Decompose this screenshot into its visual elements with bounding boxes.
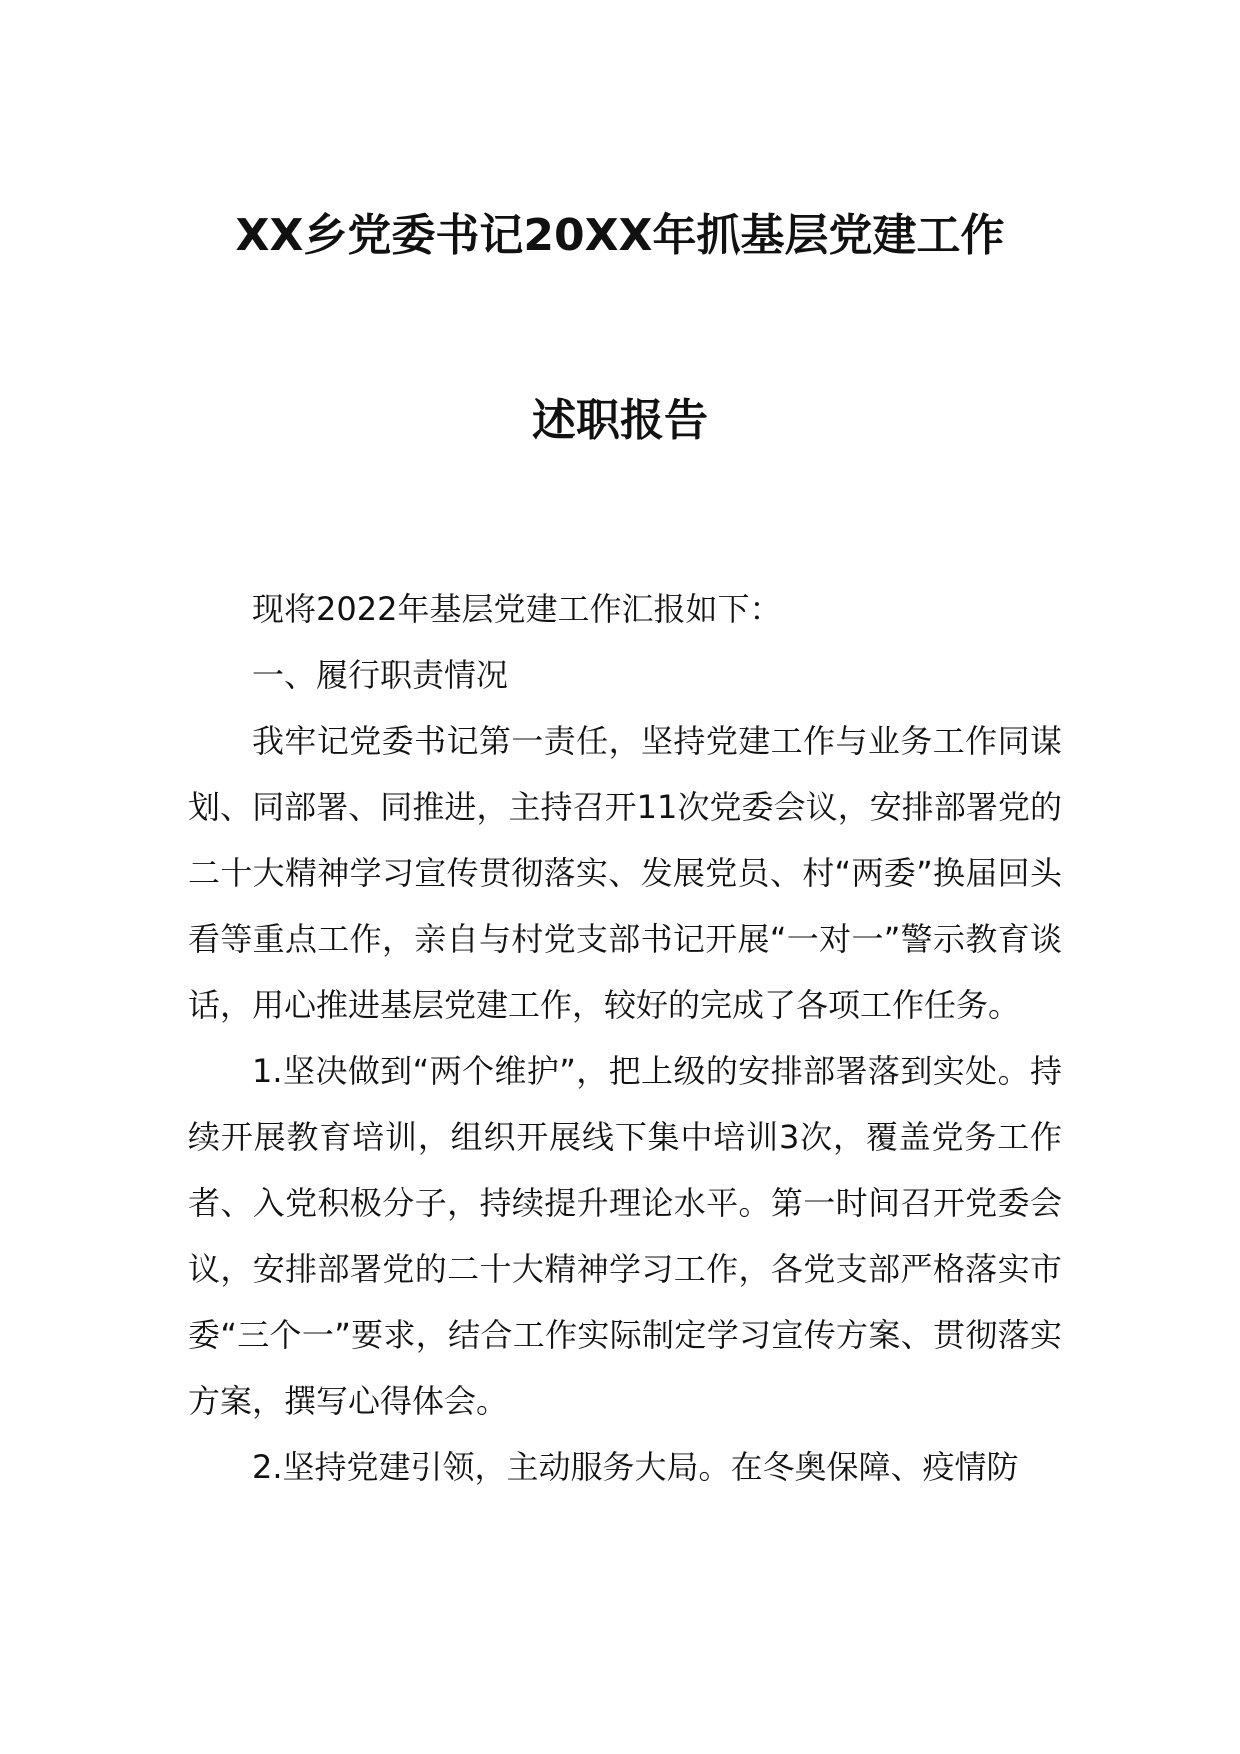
document-title-line-1: XX乡党委书记20XX年抓基层党建工作: [235, 210, 1005, 261]
document-body: [188, 576, 1062, 1500]
document-title-line-2: 述职报告: [532, 395, 708, 446]
intro-paragraph: 现将2022年基层党建工作汇报如下：: [252, 590, 782, 628]
body-paragraph: 2.坚持党建引领，主动服务大局。在冬奥保障、疫情防: [252, 1448, 1019, 1486]
section-heading: 一、履行职责情况: [252, 656, 509, 694]
body-paragraph: 1.坚决做到“两个维护”，把上级的安排部署落到实处。持续开展教育培训，组织开展线下集中培训3次，覆盖党务工作者、入党积极分子，持续提升理论水平。第一时间召开党委会议，安排部署党的二十大精神学习工作，各党支部严格落实市委“三个一”要求，结合工作实际制定学习宣传方案、贯彻落实方案，撰写心得体会。: [188, 1052, 1062, 1420]
body-paragraph: 我牢记党委书记第一责任，坚持党建工作与业务工作同谋划、同部署、同推进，主持召开11次党委会议，安排部署党的二十大精神学习宣传贯彻落实、发展党员、村“两委”换届回头看等重点工作，亲自与村党支部书记开展“一对一”警示教育谈话，用心推进基层党建工作，较好的完成了各项工作任务。: [188, 722, 1062, 1024]
